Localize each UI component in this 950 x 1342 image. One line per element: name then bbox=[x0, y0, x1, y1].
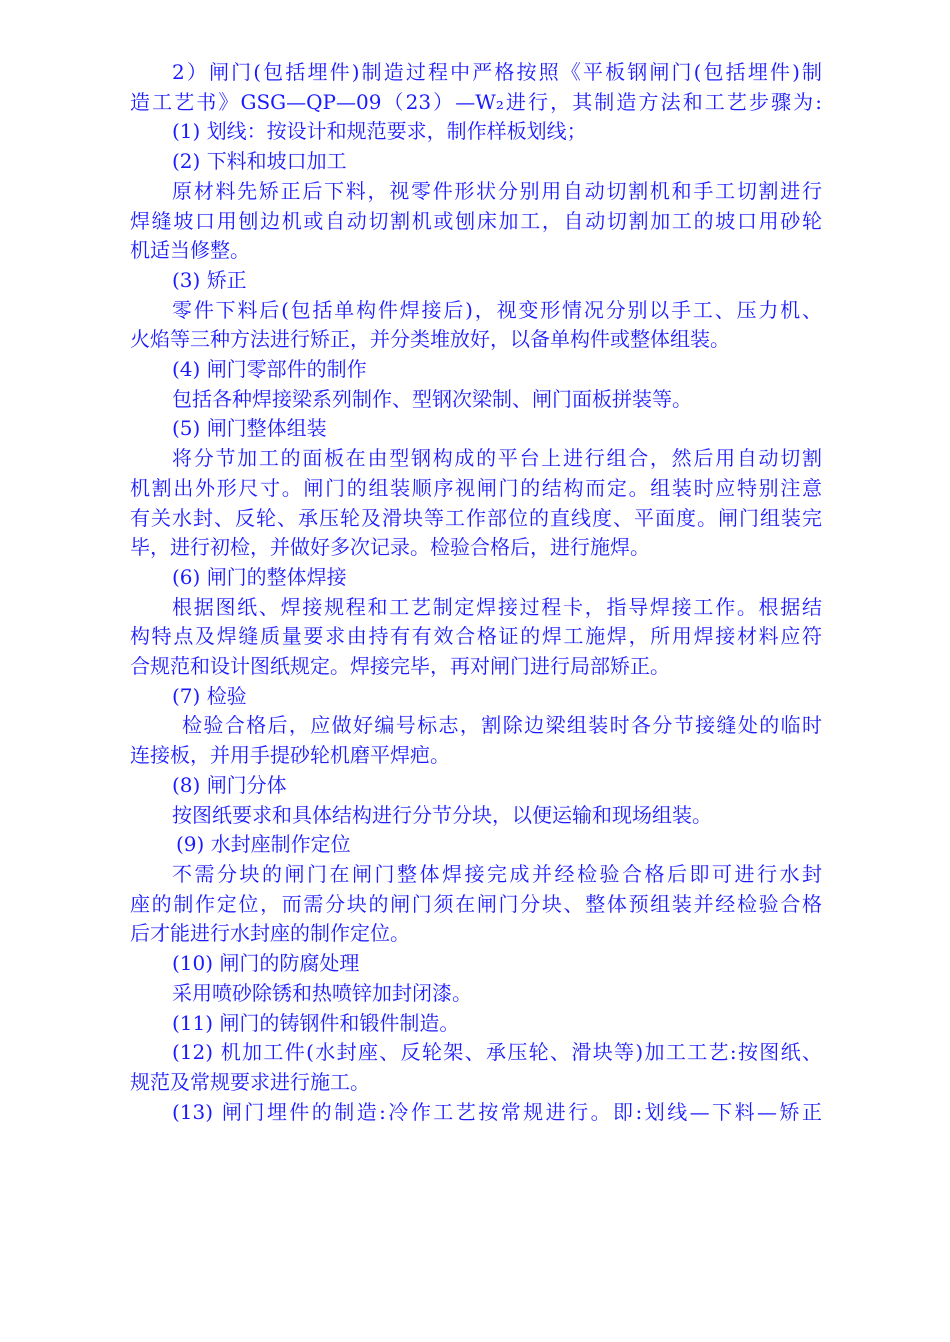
document-line: 原材料先矫正后下料，视零件形状分别用自动切割机和手工切割进行 bbox=[172, 178, 822, 203]
document-line: 根据图纸、焊接规程和工艺制定焊接过程卡，指导焊接工作。根据结 bbox=[172, 594, 822, 619]
document-line: 采用喷砂除锈和热喷锌加封闭漆。 bbox=[172, 980, 472, 1005]
document-line: 按图纸要求和具体结构进行分节分块，以便运输和现场组装。 bbox=[172, 802, 712, 827]
document-line: 毕，进行初检，并做好多次记录。检验合格后，进行施焊。 bbox=[130, 535, 650, 560]
document-line: 有关水封、反轮、承压轮及滑块等工作部位的直线度、平面度。闸门组装完 bbox=[130, 505, 822, 530]
document-line: 后才能进行水封座的制作定位。 bbox=[130, 921, 410, 946]
document-line: 机适当修整。 bbox=[130, 238, 250, 263]
document-line: 机割出外形尺寸。闸门的组装顺序视闸门的结构而定。组装时应特别注意 bbox=[130, 475, 822, 500]
document-line: 2）闸门(包括埋件)制造过程中严格按照《平板钢闸门(包括埋件)制 bbox=[172, 60, 822, 84]
document-line: 检验合格后，应做好编号标志，割除边梁组装时各分节接缝处的临时 bbox=[182, 713, 822, 738]
document-line: (2) 下料和坡口加工 bbox=[172, 149, 347, 174]
document-line: (6) 闸门的整体焊接 bbox=[172, 564, 347, 589]
document-line: 焊缝坡口用刨边机或自动切割机或刨床加工，自动切割加工的坡口用砂轮 bbox=[130, 208, 822, 233]
document-line: (7) 检验 bbox=[172, 683, 247, 708]
document-line: 火焰等三种方法进行矫正，并分类堆放好，以备单构件或整体组装。 bbox=[130, 327, 730, 352]
document-line: (5) 闸门整体组装 bbox=[172, 416, 327, 441]
document-line: 座的制作定位，而需分块的闸门须在闸门分块、整体预组装并经检验合格 bbox=[130, 891, 822, 916]
document-line: (10) 闸门的防腐处理 bbox=[172, 951, 360, 976]
document-line: 造工艺书》GSG—QP—09（23）—W₂进行，其制造方法和工艺步骤为: bbox=[130, 89, 822, 114]
document-line: 不需分块的闸门在闸门整体焊接完成并经检验合格后即可进行水封 bbox=[172, 861, 822, 886]
document-line: 包括各种焊接梁系列制作、型钢次梁制、闸门面板拼装等。 bbox=[172, 386, 692, 411]
document-line: (13) 闸门埋件的制造:冷作工艺按常规进行。即:划线—下料—矫正 bbox=[172, 1099, 822, 1124]
document-line: 构特点及焊缝质量要求由持有有效合格证的焊工施焊，所用焊接材料应符 bbox=[130, 624, 822, 649]
document-line: 零件下料后(包括单构件焊接后)，视变形情况分别以手工、压力机、 bbox=[172, 297, 822, 322]
document-line: (9) 水封座制作定位 bbox=[176, 832, 351, 857]
document-line: 合规范和设计图纸规定。焊接完毕，再对闸门进行局部矫正。 bbox=[130, 654, 670, 679]
document-line: (11) 闸门的铸钢件和锻件制造。 bbox=[172, 1010, 460, 1035]
document-line: (3) 矫正 bbox=[172, 267, 247, 292]
document-line: 将分节加工的面板在由型钢构成的平台上进行组合，然后用自动切割 bbox=[172, 446, 822, 471]
document-line: (4) 闸门零部件的制作 bbox=[172, 357, 367, 382]
document-line: (12) 机加工件(水封座、反轮架、承压轮、滑块等)加工工艺:按图纸、 bbox=[172, 1040, 822, 1065]
document-line: 规范及常规要求进行施工。 bbox=[130, 1069, 370, 1094]
document-line: (8) 闸门分体 bbox=[172, 772, 287, 797]
document-body bbox=[130, 58, 822, 1127]
document-line: 连接板，并用手提砂轮机磨平焊疤。 bbox=[130, 743, 450, 768]
document-line: (1) 划线：按设计和规范要求，制作样板划线； bbox=[172, 119, 587, 144]
